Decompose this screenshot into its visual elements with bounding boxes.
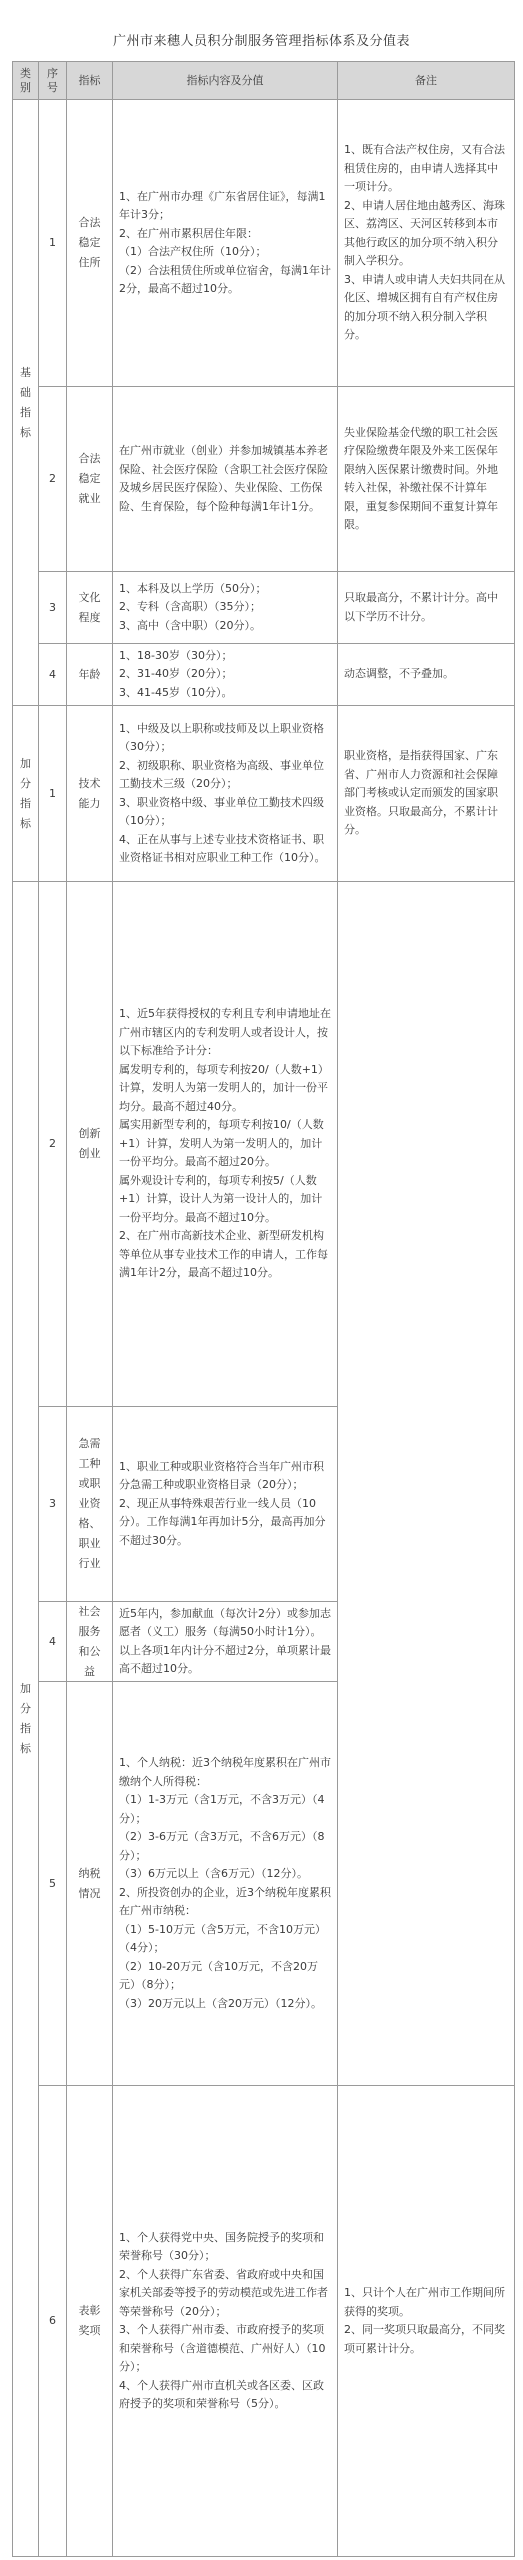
content-line: 2、现正从事特殊艰苦行业一线人员（10分）。工作每满1年再加计5分，最高再加分不超过30分。 [119,1496,326,1547]
row-notes [337,386,515,572]
row-content [112,881,338,1407]
notes-line: 1、既有合法产权住房，又有合法租赁住房的，由申请人选择其中一项计分。 [344,143,505,194]
row-notes [337,571,515,644]
content-line: 在广州市就业（创业）并参加城镇基本养老保险、社会医疗保险（含职工社会医疗保险及城乡居民医疗保险）、失业保险、工伤保险、生育保险，每个险种每满1年计1分。 [119,444,328,513]
category-bonus1 [12,705,39,882]
row-indicator [66,1681,113,2086]
row-indicator [66,571,113,644]
content-line: 2、所投资创办的企业，近3个纳税年度累积在广州市纳税： [119,1885,331,1917]
row-content [112,99,338,387]
row-indicator-text: 社会 服务 和公 益 [78,1604,101,1678]
notes-line: 失业保险基金代缴的职工社会医疗保险缴费年限及外来工医保年限纳入医保累计缴费时间。外地转入社保，补缴社保不计算年限，重复参保期间不重复计算年限。 [344,425,498,531]
content-line: 2、在广州市累积居住年限： [119,226,258,240]
row-number [38,2085,67,2557]
header-content [112,61,338,100]
content-line: 属外观设计专利的，每项专利按5/（人数+1）计算，设计人为第一设计人的，加计一份平均分。最高不超过10分。 [119,1173,323,1224]
row-indicator [66,386,113,572]
row-indicator-text: 急需 工种 或职 业资 格、 职业 行业 [78,1437,101,1570]
content-line: 近5年内，参加献血（每次计2分）或参加志愿者（义工）服务（每满50小时计1分）。以上各项1年内计分不超过2分，单项累计最高不超过10分。 [119,1606,331,1675]
notes-line: 2、申请人居住地由越秀区、海珠区、荔湾区、天河区转移到本市其他行政区的加分项不纳入积分制入学积分。 [344,198,505,268]
header-number [38,61,67,100]
row-number [38,1406,67,1602]
category-bonus2-text: 加 分 指 标 [20,1682,31,1755]
row-indicator-text: 创新 创业 [78,1127,101,1160]
header-category-label: 类 别 [20,66,31,94]
row-number-text: 2 [49,1137,56,1150]
category-basic-text: 基 础 指 标 [20,365,31,439]
row-number [38,1601,67,1682]
row-number [38,571,67,644]
header-indicator-label: 指标 [78,73,101,87]
content-line: 1、职业工种或职业资格符合当年广州市积分急需工种或职业资格目录（20分）； [119,1459,324,1492]
row-indicator-text: 年龄 [78,667,101,681]
content-line: 2、在广州市高新技术企业、新型研发机构等单位从事专业技术工作的申请人，工作每满1年计2分，最高不超过10分。 [119,1229,328,1280]
row-indicator [66,99,113,387]
row-content [112,705,338,882]
header-notes [337,61,515,100]
row-notes [337,2085,515,2557]
content-line: （2）3-6万元（含3万元，不含6万元）（8分）； [119,1830,325,1862]
row-content [112,2085,338,2557]
content-line: 1、个人获得党中央、国务院授予的奖项和荣誉称号（30分）； [119,2230,324,2262]
content-line: 3、41-45岁（10分）。 [119,685,233,699]
row-indicator-text: 纳税 情况 [78,1866,101,1900]
row-indicator-text: 合法 稳定 住所 [78,216,101,269]
row-indicator-text: 表彰 奖项 [78,2304,101,2337]
content-line: 2、31-40岁（20分）； [119,667,233,681]
row-notes-empty [337,881,515,2086]
header-indicator [66,61,113,100]
row-content [112,1406,338,1602]
notes-line: 职业资格，是指获得国家、广东省、广州市人力资源和社会保障部门考核或认定而颁发的国家职业资格。只取最高分，不累计计分。 [344,749,498,837]
row-content [112,1681,338,2086]
notes-line: 1、只计个人在广州市工作期间所获得的奖项。 [344,2286,505,2318]
notes-line: 2、同一奖项只取最高分，不同奖项可累计计分。 [344,2323,505,2355]
content-line: 1、个人纳税：近3个纳税年度累积在广州市缴纳个人所得税： [119,1756,331,1788]
row-indicator-text: 合法 稳定 就业 [78,452,101,505]
content-line: 4、正在从事与上述专业技术资格证书、职业资格证书相对应职业工种工作（10分）。 [119,832,326,864]
row-number-text: 4 [49,1634,56,1648]
row-number [38,643,67,706]
row-number-text: 3 [49,600,56,614]
content-line: 2、专科（含高职）（35分）； [119,600,261,614]
row-content [112,1601,338,1682]
content-line: （1）5-10万元（含5万元，不含10万元）（4分）； [119,1922,326,1954]
row-indicator [66,881,113,1407]
content-line: （3）20万元以上（含20万元）（12分）。 [119,1996,322,2010]
category-basic [12,99,39,706]
content-line: 1、在广州市办理《广东省居住证》，每满1年计3分； [119,189,326,221]
content-line: （1）1-3万元（含1万元，不含3万元）（4分）； [119,1793,325,1825]
row-notes [337,643,515,706]
content-line: 3、高中（含中职）（20分）。 [119,618,261,632]
notes-line: 动态调整，不予叠加。 [344,667,454,681]
content-line: 1、18-30岁（30分）； [119,648,233,662]
content-line: （2）10-20万元（含10万元，不含20万元）（8分）； [119,1959,318,1991]
content-line: 1、本科及以上学历（50分）； [119,581,267,595]
row-notes [337,99,515,387]
content-line: 4、个人获得广州市直机关或各区委、区政府授予的奖项和荣誉称号（5分）。 [119,2378,324,2410]
header-notes-label: 备注 [415,73,437,87]
row-number-text: 3 [49,1497,56,1510]
row-number [38,705,67,882]
content-line: （1）合法产权住所（10分）； [119,245,267,258]
content-line: 3、职业资格中级、事业单位工勤技术四级（10分）； [119,795,324,827]
content-line: 2、个人获得广东省委、省政府或中央和国家机关部委等授予的劳动模范或先进工作者等荣誉称号（20分）； [119,2267,328,2318]
row-content [112,571,338,644]
category-bonus1-text: 加 分 指 标 [20,756,31,830]
row-notes [337,705,515,882]
row-content [112,643,338,706]
content-line: 1、近5年获得授权的专利且专利申请地址在广州市辖区内的专利发明人或者设计人，按以下标准给予计分： [119,1007,331,1058]
content-line: 1、中级及以上职称或技师及以上职业资格（30分）； [119,721,324,753]
row-number [38,386,67,572]
row-indicator-text: 技术 能力 [78,776,101,810]
row-indicator [66,2085,113,2557]
row-number-text: 5 [49,1876,56,1890]
row-number-text: 1 [49,236,56,249]
content-line: （2）合法租赁住所或单位宿舍，每满1年计2分，最高不超过10分。 [119,263,331,295]
row-indicator [66,705,113,882]
notes-line: 3、申请人或申请人夫妇共同在从化区、增城区拥有自有产权住房的加分项不纳入积分制入学积分。 [344,272,505,342]
row-indicator [66,1406,113,1602]
content-line: 2、初级职称、职业资格为高级、事业单位工勤技术三级（20分）； [119,758,324,790]
row-indicator [66,1601,113,1682]
row-content [112,386,338,572]
content-line: 属实用新型专利的，每项专利按10/（人数+1）计算，发明人为第一发明人的，加计一份平均分。最高不超过20分。 [119,1118,324,1169]
row-number [38,99,67,387]
row-number-text: 4 [49,667,56,681]
header-number-label: 序 号 [47,66,58,94]
content-line: 3、个人获得广州市委、市政府授予的奖项和荣誉称号（含道德模范、广州好人）（10分）； [119,2323,326,2373]
header-content-label: 指标内容及分值 [186,73,264,87]
row-number-text: 1 [49,786,56,800]
row-number [38,1681,67,2086]
content-line: 属发明专利的，每项专利按20/（人数+1）计算，发明人为第一发明人的，加计一份平均分。最高不超过40分。 [119,1062,329,1113]
category-bonus2 [12,881,39,2557]
row-number [38,881,67,1407]
notes-line: 只取最高分，不累计计分。高中以下学历不计分。 [344,591,498,623]
score-table [12,61,514,2556]
row-indicator-text: 文化 程度 [78,590,101,624]
row-indicator [66,643,113,706]
row-number-text: 2 [49,472,56,485]
content-line: （3）6万元以上（含6万元）（12分）。 [119,1867,308,1880]
row-number-text: 6 [49,2314,56,2327]
table-title: 广州市来穗人员积分制服务管理指标体系及分值表 [112,34,410,49]
header-category [12,61,39,100]
